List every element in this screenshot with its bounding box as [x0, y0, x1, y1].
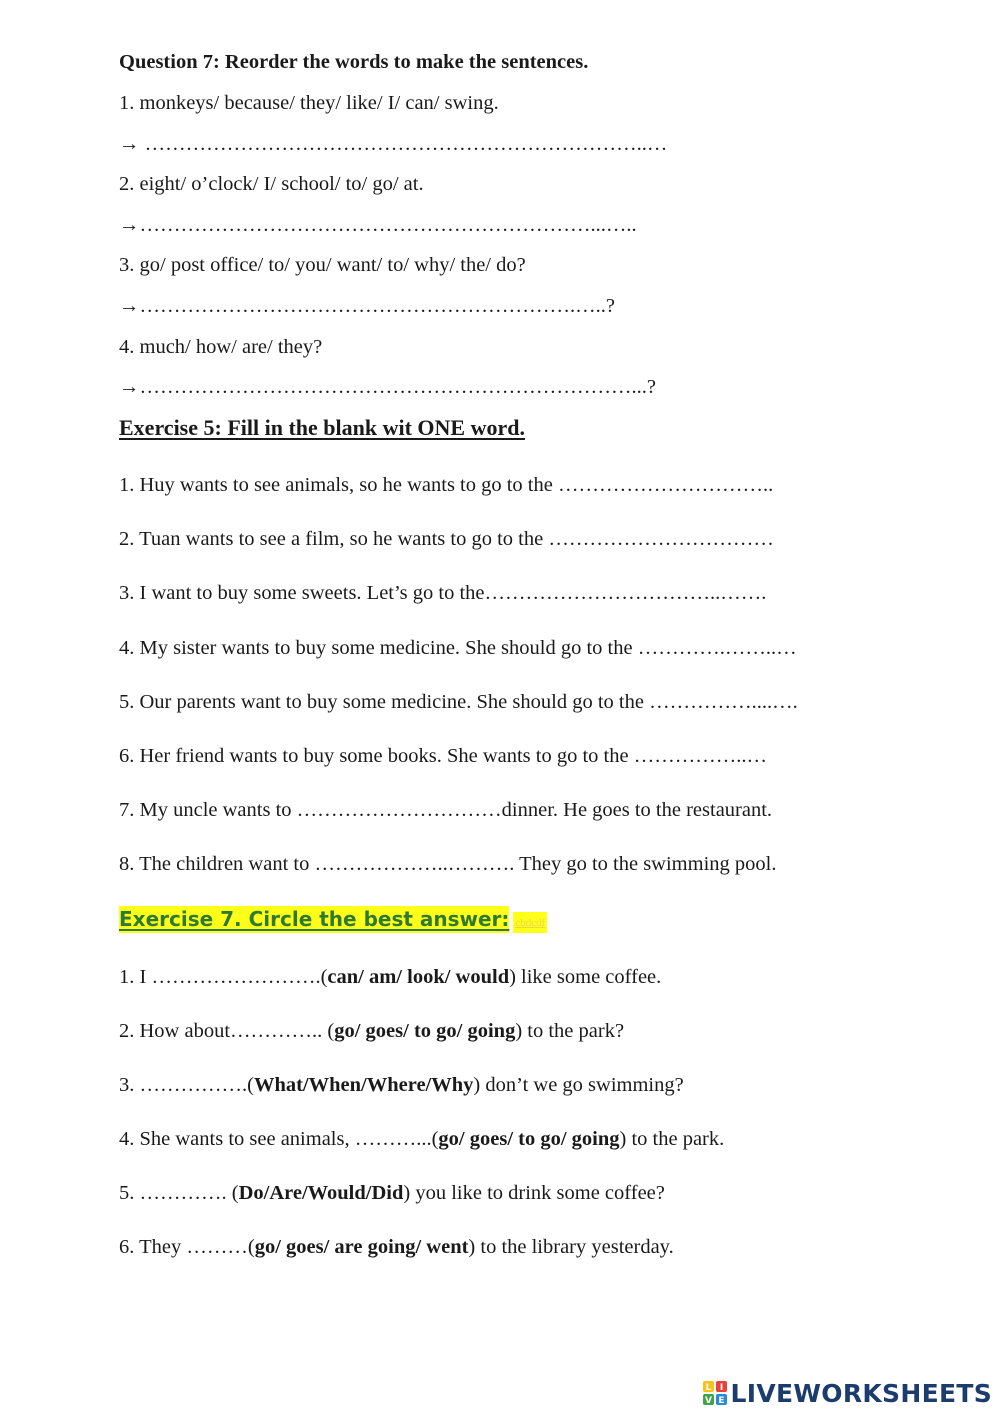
svg-text:E: E	[717, 1396, 725, 1406]
ex7-item-1-before: 1. I …………………….(	[119, 966, 328, 988]
ex5-item-8[interactable]: 8. The children want to ………………..………. They go to the swimming pool.	[119, 853, 777, 875]
ex5-item-2[interactable]: 2. Tuan wants to see a film, so he wants to go to the ……………………………	[119, 528, 774, 550]
ex7-item-3-options[interactable]: What/When/Where/Why	[253, 1074, 474, 1096]
q7-item-2-answer-line[interactable]: →…………………………………………………………...…..	[119, 214, 637, 236]
q7-item-1-prompt: 1. monkeys/ because/ they/ like/ I/ can/ swing.	[119, 92, 499, 114]
ex7-item-2-before: 2. How about………….. (	[119, 1020, 335, 1042]
q7-item-4-prompt: 4. much/ how/ are/ they?	[119, 336, 323, 358]
q7-item-3-prompt: 3. go/ post office/ to/ you/ want/ to/ why/ the/ do?	[119, 254, 526, 276]
liveworksheets-logo-icon	[702, 1380, 728, 1406]
exercise-7-tag: cbdcdf	[513, 912, 547, 933]
ex7-item-2-options[interactable]: go/ goes/ to go/ going	[334, 1020, 516, 1042]
ex7-item-3[interactable]	[119, 1075, 684, 1096]
q7-item-4-answer-line[interactable]: →………………………………………………………………...?	[119, 376, 656, 398]
ex7-item-4-after: ) to the park.	[619, 1128, 725, 1150]
svg-text:L: L	[705, 1383, 711, 1393]
liveworksheets-logo	[702, 1378, 992, 1408]
ex5-item-7[interactable]: 7. My uncle wants to …………………………dinner. He goes to the restaurant.	[119, 799, 773, 821]
ex7-item-6-options[interactable]: go/ goes/ are going/ went	[254, 1236, 469, 1258]
ex7-item-6[interactable]	[119, 1237, 674, 1258]
ex5-item-6[interactable]: 6. Her friend wants to buy some books. She wants to go to the ……………..…	[119, 745, 767, 767]
ex5-item-5[interactable]: 5. Our parents want to buy some medicine. She should go to the ……………....….	[119, 691, 798, 713]
q7-item-2-prompt: 2. eight/ o’clock/ I/ school/ to/ go/ at.	[119, 173, 424, 195]
ex5-item-4[interactable]: 4. My sister wants to buy some medicine. She should go to the ………….……..…	[119, 637, 797, 659]
ex7-item-3-after: ) don’t we go swimming?	[473, 1074, 684, 1096]
svg-text:I: I	[719, 1383, 723, 1393]
ex7-item-3-before: 3. …………….(	[119, 1074, 254, 1096]
ex7-item-1-after: ) like some coffee.	[509, 966, 662, 988]
exercise-5-title: Exercise 5: Fill in the blank wit ONE word.	[119, 415, 525, 440]
exercise-7-heading	[119, 903, 547, 933]
q7-item-3-answer-line[interactable]: →……………………………………………………….…..?	[119, 295, 615, 317]
ex7-item-4-before: 4. She wants to see animals, ………...(	[119, 1128, 439, 1150]
ex7-item-1[interactable]	[119, 967, 661, 988]
ex7-item-5[interactable]	[119, 1183, 665, 1204]
exercise-7-title: Exercise 7. Circle the best answer:	[119, 907, 510, 931]
ex7-item-4-options[interactable]: go/ goes/ to go/ going	[438, 1128, 620, 1150]
ex7-item-1-options[interactable]: can/ am/ look/ would	[327, 966, 510, 988]
ex7-item-6-before: 6. They ………(	[119, 1236, 255, 1258]
ex7-item-2-after: ) to the park?	[515, 1020, 625, 1042]
ex5-item-1[interactable]: 1. Huy wants to see animals, so he wants to go to the …………………………..	[119, 474, 774, 496]
ex7-item-2[interactable]	[119, 1021, 624, 1042]
ex7-item-6-after: ) to the library yesterday.	[468, 1236, 674, 1258]
ex7-item-4[interactable]	[119, 1129, 724, 1150]
ex7-item-5-options[interactable]: Do/Are/Would/Did	[238, 1182, 404, 1204]
ex7-item-5-after: ) you like to drink some coffee?	[403, 1182, 665, 1204]
q7-item-1-answer-line[interactable]: → ………………………………………………………………..…	[119, 133, 668, 155]
ex5-item-3[interactable]: 3. I want to buy some sweets. Let’s go to the……………………………..…….	[119, 582, 767, 604]
svg-text:V: V	[704, 1396, 712, 1406]
question-7-title: Question 7: Reorder the words to make the sentences.	[119, 51, 589, 73]
liveworksheets-logo-text: LIVEWORKSHEETS	[730, 1378, 992, 1408]
ex7-item-5-before: 5. …………. (	[119, 1182, 239, 1204]
